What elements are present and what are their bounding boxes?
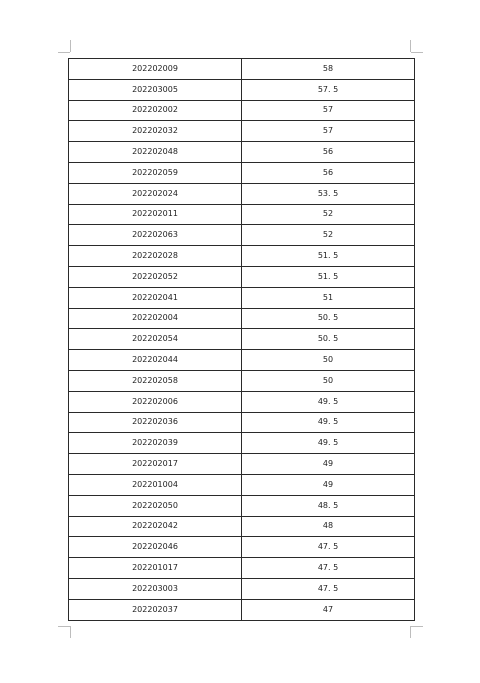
score-cell: 51	[242, 287, 415, 308]
candidate-id-cell: 202202037	[69, 599, 242, 620]
candidate-id-cell: 202202039	[69, 433, 242, 454]
candidate-id-cell: 202202024	[69, 183, 242, 204]
candidate-id-cell: 202202046	[69, 537, 242, 558]
table-row	[69, 516, 415, 537]
candidate-id-cell: 202202050	[69, 495, 242, 516]
candidate-id-cell: 202202054	[69, 329, 242, 350]
candidate-id-cell: 202201017	[69, 558, 242, 579]
table-row	[69, 558, 415, 579]
candidate-id-cell: 202202063	[69, 225, 242, 246]
candidate-id-cell: 202202032	[69, 121, 242, 142]
score-cell: 49	[242, 454, 415, 475]
crop-mark-top-left-v	[70, 40, 71, 52]
candidate-id-cell: 202201004	[69, 474, 242, 495]
candidate-id-cell: 202202006	[69, 391, 242, 412]
table-row	[69, 433, 415, 454]
candidate-id-cell: 202202009	[69, 59, 242, 80]
table-row	[69, 599, 415, 620]
score-cell: 51. 5	[242, 266, 415, 287]
candidate-id-cell: 202202041	[69, 287, 242, 308]
candidate-id-cell: 202202002	[69, 100, 242, 121]
candidate-id-cell: 202202011	[69, 204, 242, 225]
candidate-id-cell: 202202058	[69, 370, 242, 391]
score-cell: 49. 5	[242, 412, 415, 433]
score-cell: 57	[242, 121, 415, 142]
score-cell: 56	[242, 142, 415, 163]
score-cell: 53. 5	[242, 183, 415, 204]
table-row	[69, 225, 415, 246]
score-cell: 50	[242, 350, 415, 371]
score-cell: 50	[242, 370, 415, 391]
table-row	[69, 287, 415, 308]
crop-mark-bottom-left-h	[58, 626, 70, 627]
score-cell: 49. 5	[242, 433, 415, 454]
candidate-id-cell: 202202028	[69, 246, 242, 267]
table-row	[69, 162, 415, 183]
table-row	[69, 183, 415, 204]
score-cell: 48. 5	[242, 495, 415, 516]
table-row	[69, 391, 415, 412]
table-row	[69, 100, 415, 121]
candidate-id-cell: 202202004	[69, 308, 242, 329]
score-cell: 47. 5	[242, 537, 415, 558]
crop-mark-bottom-left-v	[70, 626, 71, 638]
candidate-id-cell: 202202052	[69, 266, 242, 287]
table-row	[69, 474, 415, 495]
crop-mark-bottom-right-v	[410, 626, 411, 638]
table-row	[69, 121, 415, 142]
crop-mark-top-right-h	[411, 52, 423, 53]
candidate-id-cell: 202202044	[69, 350, 242, 371]
score-cell: 57	[242, 100, 415, 121]
score-cell: 51. 5	[242, 246, 415, 267]
score-cell: 52	[242, 225, 415, 246]
score-cell: 49	[242, 474, 415, 495]
crop-mark-top-left-h	[58, 52, 70, 53]
crop-mark-top-right-v	[410, 40, 411, 52]
table-row	[69, 329, 415, 350]
score-cell: 50. 5	[242, 329, 415, 350]
table-row	[69, 350, 415, 371]
score-cell: 56	[242, 162, 415, 183]
table-row	[69, 495, 415, 516]
score-table-body	[69, 59, 415, 621]
score-table	[68, 58, 415, 621]
table-row	[69, 59, 415, 80]
table-row	[69, 454, 415, 475]
candidate-id-cell: 202202042	[69, 516, 242, 537]
candidate-id-cell: 202202048	[69, 142, 242, 163]
score-cell: 47	[242, 599, 415, 620]
table-row	[69, 246, 415, 267]
score-cell: 47. 5	[242, 578, 415, 599]
table-row	[69, 412, 415, 433]
candidate-id-cell: 202202059	[69, 162, 242, 183]
score-cell: 47. 5	[242, 558, 415, 579]
table-row	[69, 308, 415, 329]
score-cell: 50. 5	[242, 308, 415, 329]
candidate-id-cell: 202202036	[69, 412, 242, 433]
table-row	[69, 142, 415, 163]
table-row	[69, 204, 415, 225]
crop-mark-bottom-right-h	[411, 626, 423, 627]
table-row	[69, 537, 415, 558]
table-row	[69, 79, 415, 100]
score-cell: 52	[242, 204, 415, 225]
candidate-id-cell: 202203003	[69, 578, 242, 599]
score-cell: 48	[242, 516, 415, 537]
score-cell: 49. 5	[242, 391, 415, 412]
score-cell: 57. 5	[242, 79, 415, 100]
score-cell: 58	[242, 59, 415, 80]
table-row	[69, 578, 415, 599]
table-row	[69, 266, 415, 287]
candidate-id-cell: 202203005	[69, 79, 242, 100]
table-row	[69, 370, 415, 391]
candidate-id-cell: 202202017	[69, 454, 242, 475]
